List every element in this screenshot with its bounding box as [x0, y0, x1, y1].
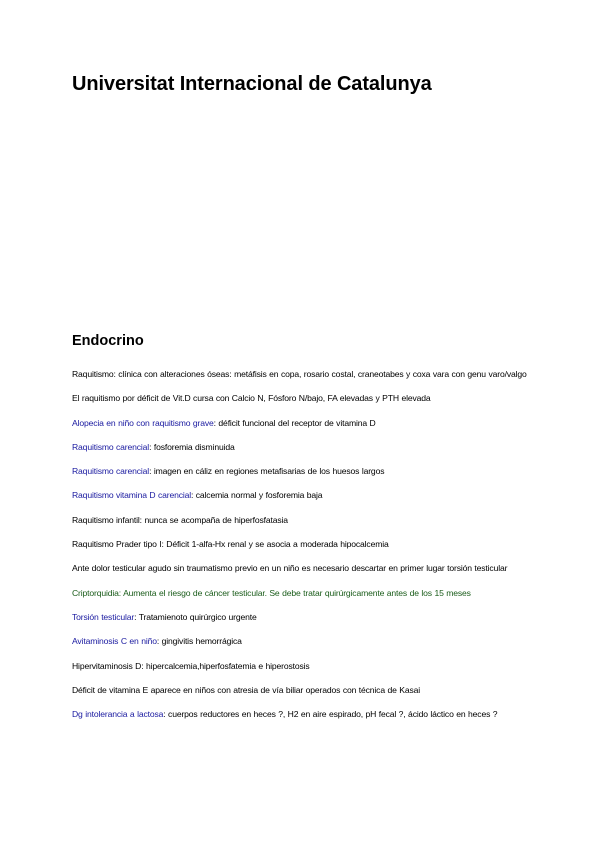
entry-term: Raquitismo carencial: [72, 466, 150, 477]
entry-text: El raquitismo por déficit de Vit.D cursa con Calcio N, Fósforo N/bajo, FA elevadas y PTH elevada: [72, 393, 431, 404]
list-item: [72, 369, 528, 381]
entry-text: Raquitismo Prader tipo I: Déficit 1-alfa-Hx renal y se asocia a moderada hipocalcemia: [72, 539, 389, 550]
document-title: Universitat Internacional de Catalunya: [72, 73, 432, 95]
entry-term: Torsión testicular: [72, 611, 135, 622]
list-item: [72, 588, 528, 600]
entry-text: Raquitismo infantil: nunca se acompaña de hiperfosfatasia: [72, 514, 288, 525]
entry-text: : gingivitis hemorrágica: [156, 636, 242, 647]
entry-text: : déficit funcional del receptor de vitamina D: [213, 417, 376, 428]
list-item: [72, 612, 528, 624]
entry-text: Déficit de vitamina E aparece en niños con atresia de vía biliar operados con técnica de Kasai: [72, 684, 421, 695]
entry-term: Raquitismo vitamina D carencial: [72, 490, 191, 501]
list-item: [72, 515, 528, 527]
list-item: [72, 490, 528, 502]
list-item: [72, 685, 528, 697]
entry-list: [72, 369, 528, 733]
entry-term: Avitaminosis C en niño: [72, 636, 157, 647]
entry-term: Criptorquidia: [72, 587, 119, 598]
section-heading: Endocrino: [72, 333, 144, 349]
entry-text: : Aumenta el riesgo de cáncer testicular. Se debe tratar quirúrgicamente antes de los 15 meses: [118, 587, 471, 598]
entry-text: : Tratamienoto quirúrgico urgente: [134, 611, 257, 622]
list-item: [72, 393, 528, 405]
entry-text: : calcemia normal y fosforemia baja: [191, 490, 323, 501]
list-item: [72, 539, 528, 551]
list-item: [72, 636, 528, 648]
list-item: [72, 466, 528, 478]
entry-term: Dg intolerancia a lactosa: [72, 709, 164, 720]
entry-text: Raquitismo: clínica con alteraciones óseas: metáfisis en copa, rosario costal, craneotabes y coxa vara con genu varo/valgo: [72, 369, 527, 379]
entry-text: : imagen en cáliz en regiones metafisarias de los huesos largos: [149, 466, 385, 477]
entry-term: Raquitismo carencial: [72, 441, 150, 452]
entry-text: Ante dolor testicular agudo sin traumatismo previo en un niño es necesario descartar en primer lugar torsión testicular: [72, 563, 508, 574]
list-item: [72, 661, 528, 673]
list-item: [72, 709, 528, 721]
list-item: [72, 418, 528, 430]
list-item: [72, 563, 528, 575]
list-item: [72, 442, 528, 454]
entry-text: Hipervitaminosis D: hipercalcemia,hiperfosfatemia e hiperostosis: [72, 660, 310, 671]
entry-text: : cuerpos reductores en heces ?, H2 en aire espirado, pH fecal ?, ácido láctico en heces ?: [163, 709, 498, 720]
entry-text: : fosforemia disminuida: [149, 441, 235, 452]
entry-term: Alopecia en niño con raquitismo grave: [72, 417, 214, 428]
